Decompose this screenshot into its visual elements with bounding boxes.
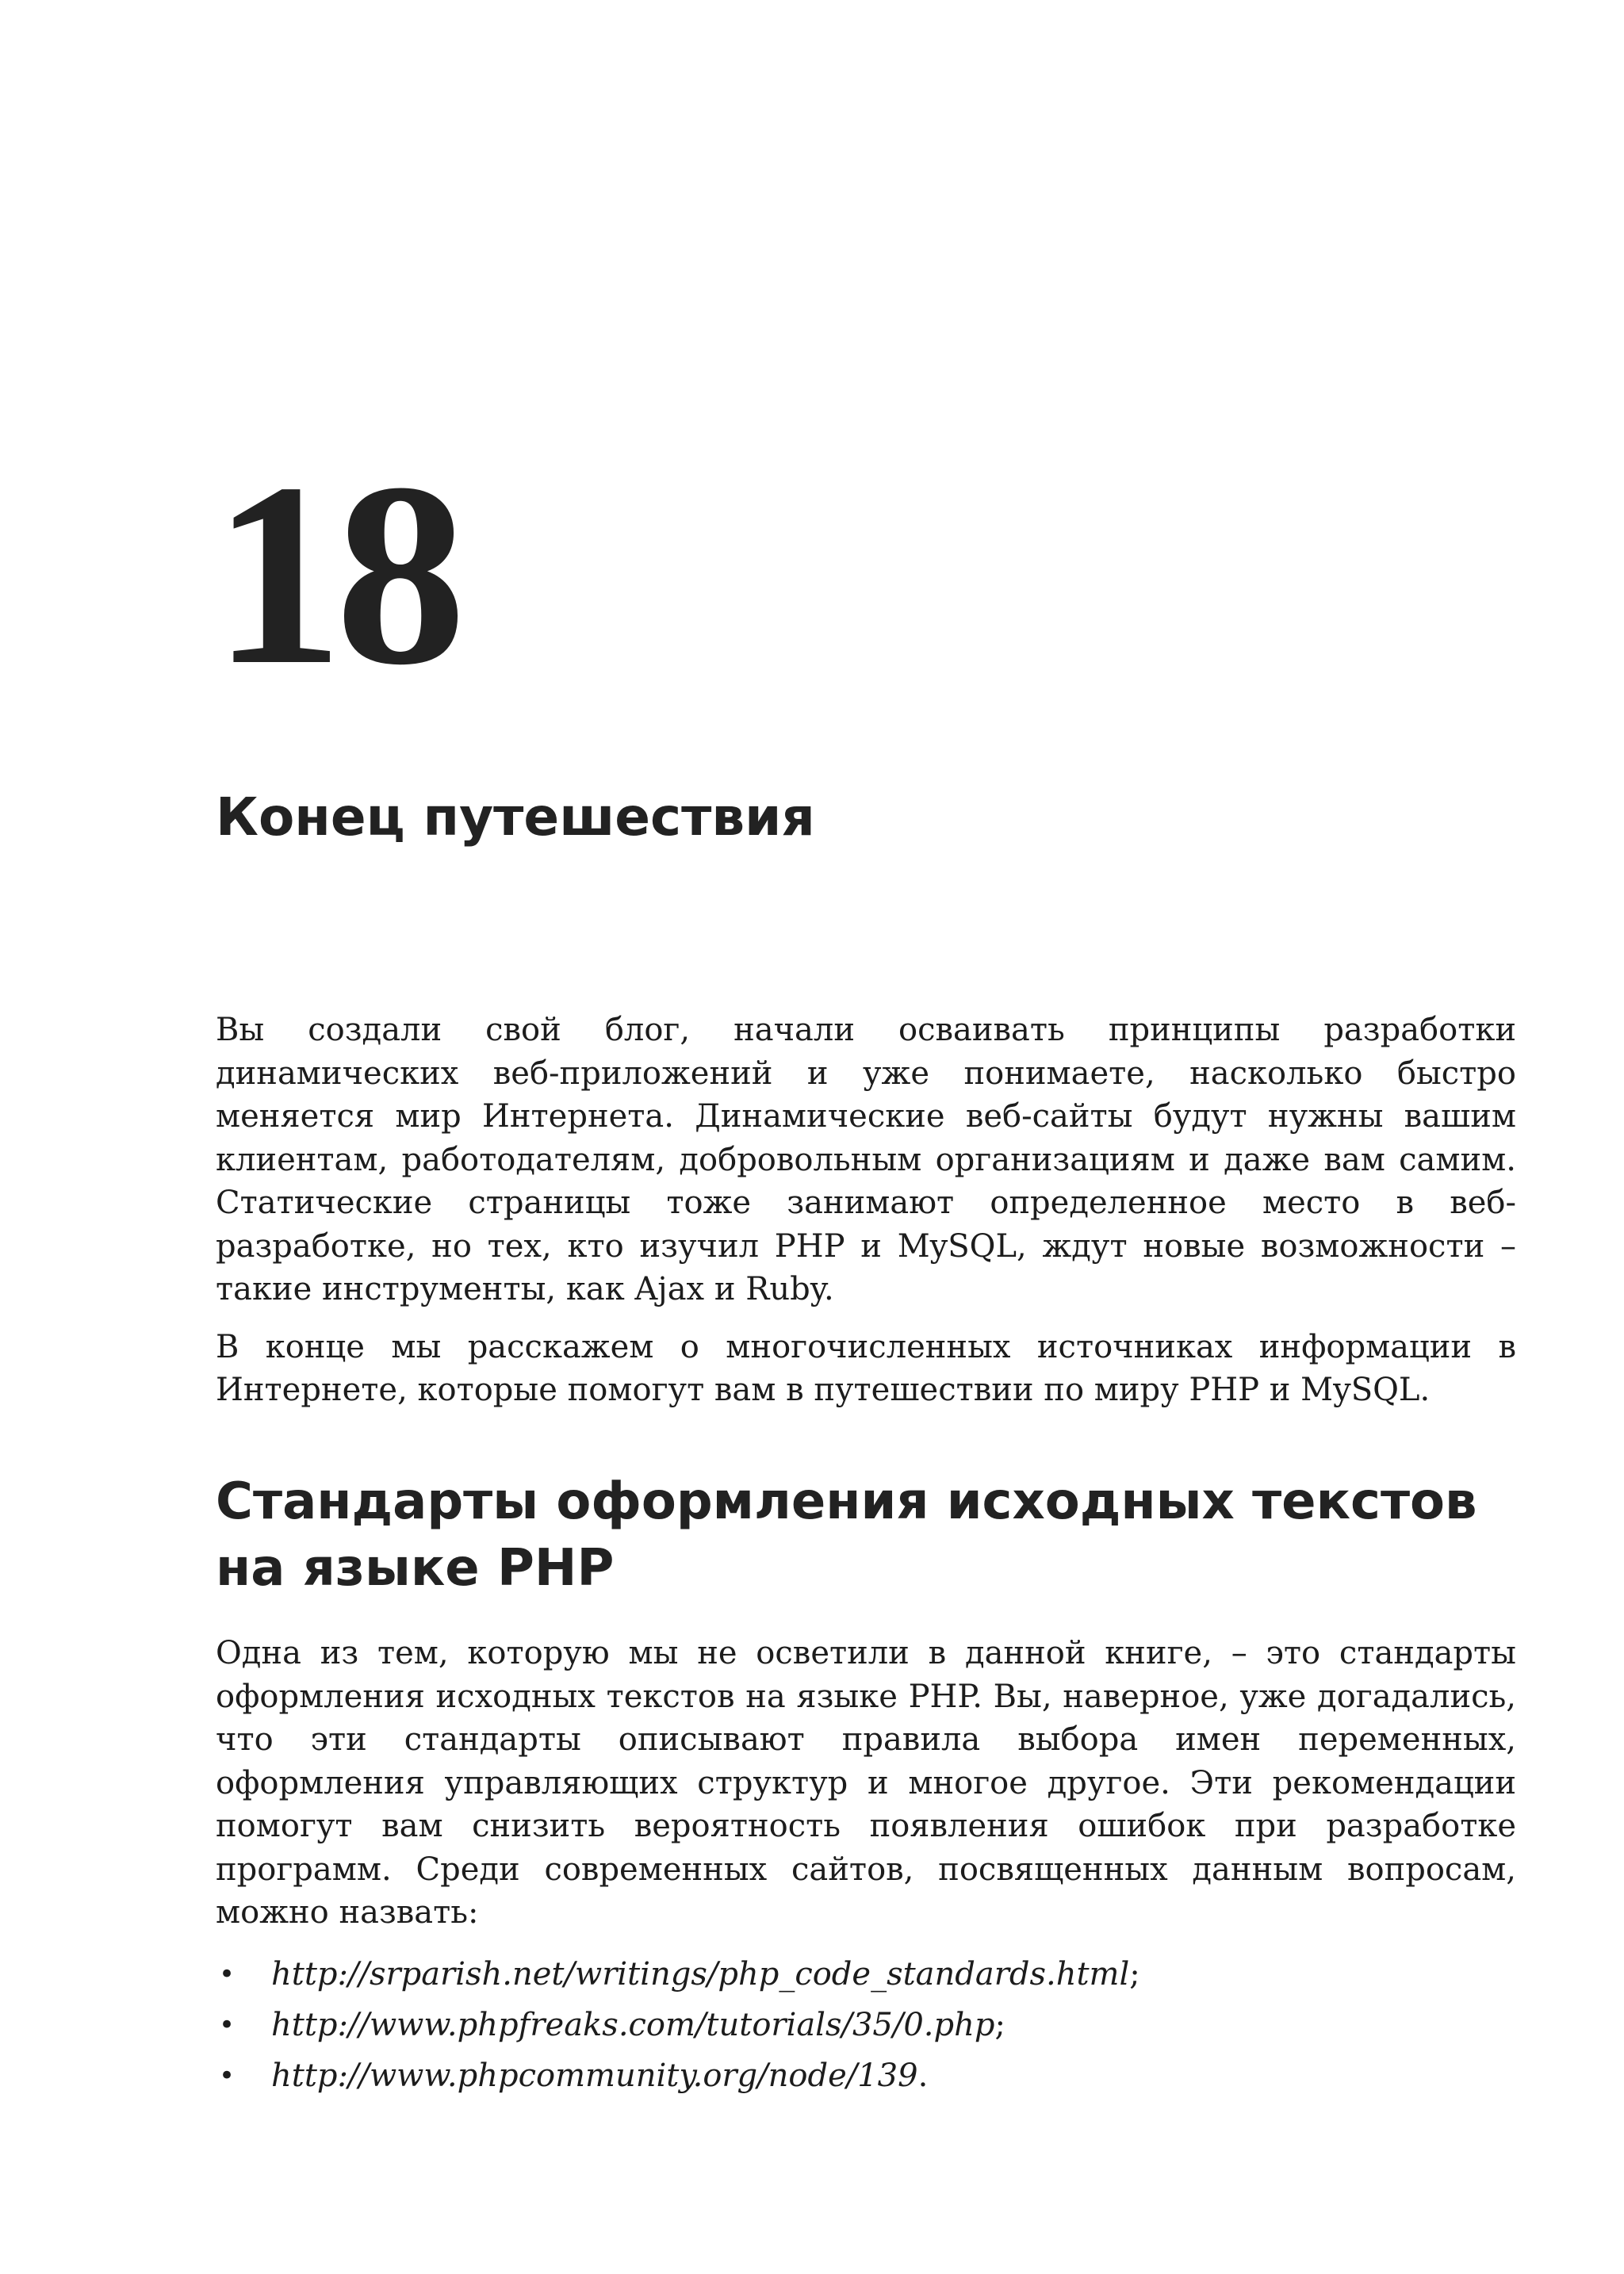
link-list: [216, 1949, 1516, 2101]
link-url[interactable]: http://www.phpfreaks.com/tutorials/35/0.php: [271, 2006, 995, 2043]
chapter-number: 18: [213, 430, 458, 719]
bullet-icon: •: [219, 2008, 236, 2041]
link-suffix: .: [917, 2057, 929, 2094]
link-url[interactable]: http://srparish.net/writings/php_code_standards.html: [271, 1955, 1130, 1993]
link-url[interactable]: http://www.phpcommunity.org/node/139: [271, 2057, 918, 2094]
bullet-icon: •: [219, 2059, 236, 2092]
list-item: [216, 1949, 1516, 2000]
section-title: Стандарты оформления исходных текстов на языке PHP: [216, 1472, 1477, 1598]
link-suffix: ;: [994, 2006, 1005, 2043]
link-suffix: ;: [1129, 1955, 1140, 1993]
intro-paragraph-1: Вы создали свой блог, начали осваивать принципы разработки динамических веб-приложений и уже понимаете, насколько быстро меняется мир Интернета. Динамические веб-сайты будут нужны вашим клиентам, работодателям, добровольным организациям и даже вам самим. Статические страницы тоже занимают определенное место в веб-разработке, но тех, кто изучил PHP и MySQL, ждут новые возможности – такие инструменты, как Ajax и Ruby.: [216, 1012, 1516, 1307]
section-text: [216, 1632, 1516, 2101]
intro-text: [216, 1009, 1516, 1426]
list-item: [216, 2050, 1516, 2101]
intro-paragraph-2: В конце мы расскажем о многочисленных источниках информации в Интернете, которые помогут вам в путешествии по миру PHP и MySQL.: [216, 1328, 1516, 1408]
bullet-icon: •: [219, 1958, 236, 1990]
chapter-title: Конец путешествия: [216, 787, 815, 848]
section-paragraph: Одна из тем, которую мы не осветили в данной книге, – это стандарты оформления исходных текстов на языке PHP. Вы, наверное, уже догадались, что эти стандарты описывают правила выбора имен переменных, оформления управляющих структур и многое другое. Эти рекомендации помогут вам снизить вероятность появления ошибок при разработке программ. Среди современных сайтов, посвященных данным вопросам, можно назвать:: [216, 1635, 1516, 1931]
list-item: [216, 2000, 1516, 2050]
